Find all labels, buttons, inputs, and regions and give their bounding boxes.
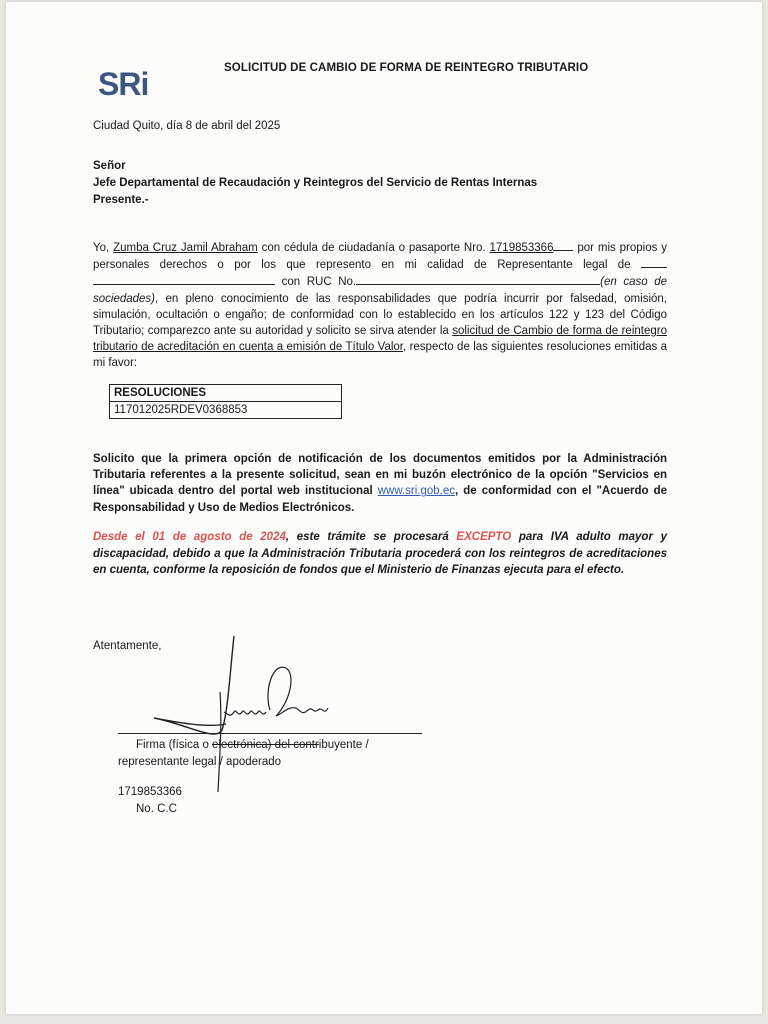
warning-text: , este trámite se procesará bbox=[285, 531, 457, 543]
signature-caption bbox=[118, 737, 418, 771]
table-header: RESOLUCIONES bbox=[110, 385, 342, 402]
body-text: con cédula de ciudadanía o pasaporte Nro. bbox=[257, 242, 490, 254]
addressee-block bbox=[93, 158, 537, 209]
warning-paragraph bbox=[93, 529, 667, 579]
body-text: , respecto de las siguientes resoluciones emitidas a mi favor: bbox=[93, 341, 668, 370]
blank-line bbox=[93, 273, 275, 285]
addressee-title: Jefe Departamental de Recaudación y Reintegros del Servicio de Rentas Internas bbox=[93, 177, 538, 189]
sri-website-link[interactable]: www.sri.gob.ec bbox=[377, 485, 456, 498]
notification-text: , de conformidad con el "Acuerdo de Responsabilidad y Uso de Medios Electrónicos. bbox=[93, 485, 667, 514]
signature-caption-line bbox=[118, 737, 418, 754]
signature-line bbox=[118, 733, 422, 734]
notification-text: Solicito que la primera opción de notificación de los documentos emitidos por la Administración Tributaria referentes a la presente solicitud, sean en mi buzón electrónico de la opción "Servicios en línea" ubicada dentro del portal web institucional bbox=[93, 453, 667, 498]
blank-line bbox=[641, 256, 667, 268]
sri-logo bbox=[98, 66, 148, 103]
handwritten-signature bbox=[146, 632, 346, 802]
blank-line bbox=[356, 273, 600, 285]
addressee-presente: Presente.- bbox=[93, 194, 149, 206]
warning-except: EXCEPTO bbox=[456, 531, 512, 543]
signer-id: 1719853366 bbox=[118, 786, 182, 798]
caption-struck-text: electrónica) del contr bbox=[212, 739, 319, 751]
signer-doc-type: No. C.C bbox=[136, 803, 177, 815]
logo-text: SRi bbox=[98, 66, 149, 102]
request-paragraph bbox=[93, 239, 667, 372]
taxpayer-name: Zumba Cruz Jamil Abraham bbox=[113, 242, 258, 254]
blank-line bbox=[553, 239, 573, 251]
addressee-salutation: Señor bbox=[93, 160, 126, 172]
caption-text: Firma (física o bbox=[136, 739, 213, 751]
closing-text: Atentamente, bbox=[93, 640, 162, 652]
date-line: Ciudad Quito, día 8 de abril del 2025 bbox=[93, 120, 281, 132]
signer-id-block bbox=[118, 784, 182, 818]
signature-caption-line: representante legal / apoderado bbox=[118, 756, 282, 768]
notification-paragraph bbox=[93, 451, 667, 516]
table-row bbox=[110, 402, 342, 419]
document-page bbox=[6, 2, 762, 1014]
resolutions-table bbox=[109, 384, 342, 419]
body-text: , en pleno conocimiento de las responsabilidades que podría incurrir por falsedad, omisión, simulación, ocultación o engaño; de conformidad con lo establecido en los artículos 122 y 123 del Código Tributario; comparezco ante su autoridad y solicito se sirva atender la bbox=[93, 292, 667, 338]
request-type: solicitud de Cambio de forma de reintegro tributario de acreditación en cuenta a emisión de Título Valor bbox=[93, 325, 667, 354]
resolution-number: 117012025RDEV0368853 bbox=[110, 402, 342, 419]
warning-text: para IVA adulto mayor y discapacidad, debido a que la Administración Tributaria procederá con los reintegros de acreditaciones en cuenta, conforme la reposición de fondos que el Ministerio de Finanzas ejecuta para el efecto. bbox=[93, 531, 667, 576]
body-text: con RUC No. bbox=[275, 276, 357, 289]
company-note: (en caso de sociedades) bbox=[93, 276, 667, 305]
document-title: SOLICITUD DE CAMBIO DE FORMA DE REINTEGRO TRIBUTARIO bbox=[224, 62, 589, 74]
table-header-row bbox=[110, 385, 342, 402]
caption-text: ibuyente / bbox=[318, 739, 369, 751]
body-text: por mis propios y personales derechos o por los que represento en mi calidad de Representante legal de bbox=[93, 242, 667, 272]
warning-date: Desde el 01 de agosto de 2024 bbox=[93, 531, 286, 543]
body-text: Yo, bbox=[93, 242, 114, 254]
taxpayer-id: 1719853366 bbox=[489, 242, 554, 254]
